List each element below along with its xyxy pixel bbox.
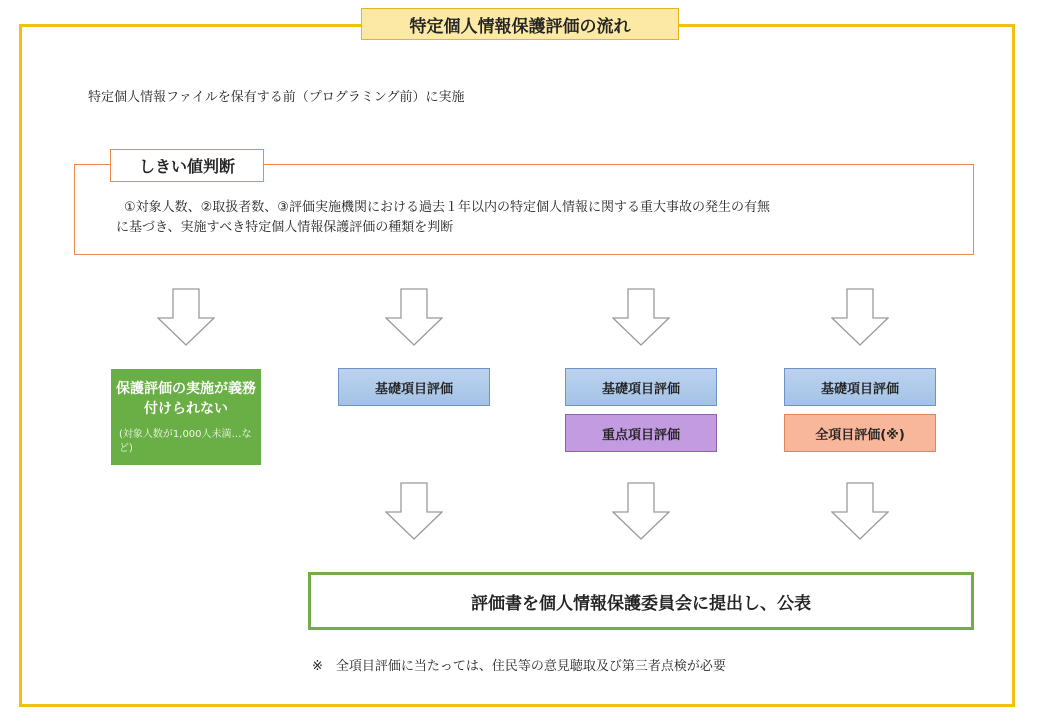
- priority-evaluation-box: 重点項目評価: [565, 414, 717, 452]
- no-obligation-note: (対象人数が1,000人未満…など): [119, 429, 252, 454]
- down-arrow-icon: [612, 482, 670, 540]
- threshold-label: しきい値判断: [110, 149, 264, 182]
- full-evaluation-box: 全項目評価(※): [784, 414, 936, 452]
- basic-evaluation-box: 基礎項目評価: [784, 368, 936, 406]
- basic-evaluation-box: 基礎項目評価: [338, 368, 490, 406]
- intro-text: 特定個人情報ファイルを保有する前（プログラミング前）に実施: [88, 90, 465, 105]
- down-arrow-icon: [157, 288, 215, 346]
- page-title: 特定個人情報保護評価の流れ: [361, 8, 679, 40]
- down-arrow-icon: [385, 482, 443, 540]
- footnote: ※ 全項目評価に当たっては、住民等の意見聴取及び第三者点検が必要: [312, 659, 726, 674]
- threshold-line-2: に基づき、実施すべき特定個人情報保護評価の種類を判断: [116, 220, 454, 235]
- submit-publish-box: 評価書を個人情報保護委員会に提出し、公表: [308, 572, 974, 630]
- threshold-line-1: ①対象人数、②取扱者数、③評価実施機関における過去１年以内の特定個人情報に関する重大事故の発生の有無: [124, 200, 770, 215]
- down-arrow-icon: [612, 288, 670, 346]
- down-arrow-icon: [831, 288, 889, 346]
- down-arrow-icon: [385, 288, 443, 346]
- down-arrow-icon: [831, 482, 889, 540]
- basic-evaluation-box: 基礎項目評価: [565, 368, 717, 406]
- no-obligation-text: 保護評価の実施が義務付けられない: [116, 381, 256, 417]
- no-obligation-box: [111, 369, 261, 465]
